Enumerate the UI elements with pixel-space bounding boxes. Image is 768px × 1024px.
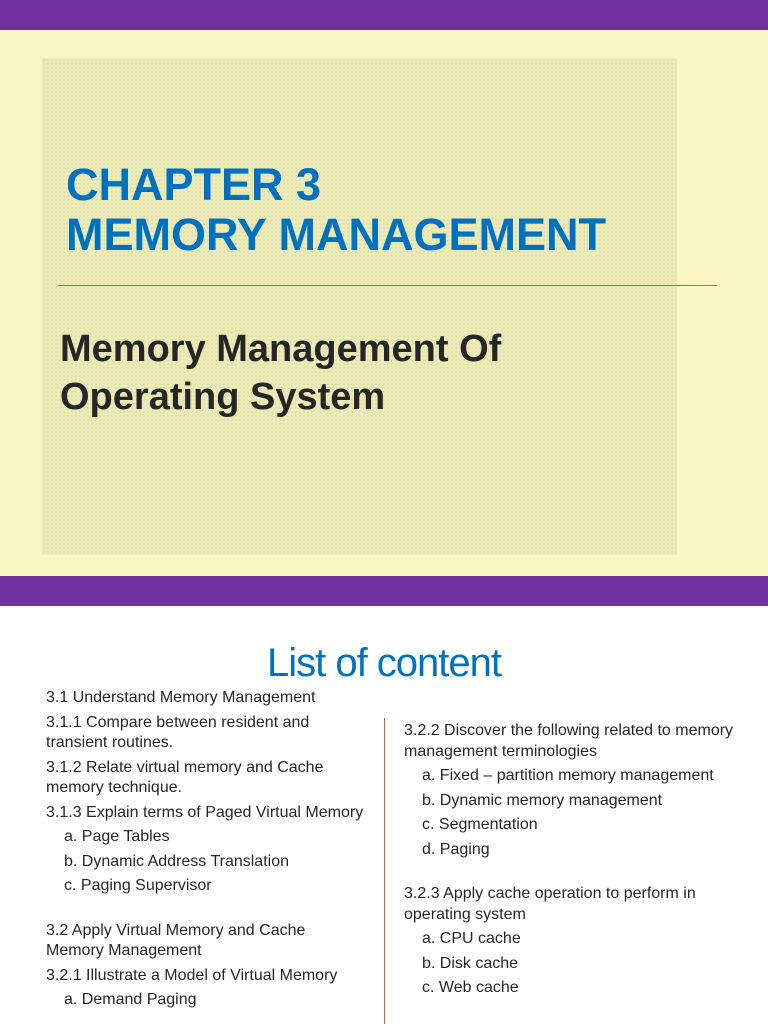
list-subitem: b. Dynamic memory management	[422, 791, 663, 809]
top-accent-bar	[0, 0, 768, 30]
chapter-number: CHAPTER 3	[66, 159, 322, 210]
contents-slide	[0, 606, 768, 1024]
contents-heading: List of content	[266, 641, 502, 685]
list-item: 3.1 Understand Memory Management	[46, 689, 316, 706]
list-subitem: d. Paging	[422, 840, 490, 858]
subtitle-line-1: Memory Management Of	[60, 328, 502, 370]
list-item: 3.2.1 Illustrate a Model of Virtual Memory	[46, 966, 338, 984]
list-item: 3.2.2 Discover the following related to memory management terminologies	[404, 722, 734, 760]
title-panel	[42, 58, 677, 555]
list-subitem: c. Web cache	[422, 979, 519, 996]
list-subitem: a. CPU cache	[422, 930, 521, 947]
list-item: 3.1.3 Explain terms of Paged Virtual Memory	[46, 803, 364, 821]
subtitle-line-2: Operating System	[60, 376, 386, 418]
chapter-name: MEMORY MANAGEMENT	[66, 209, 606, 260]
list-subitem: b. Disk cache	[422, 954, 519, 972]
chapter-title	[66, 160, 706, 260]
list-item: 3.2.3 Apply cache operation to perform in operating system	[404, 885, 696, 923]
column-divider	[384, 718, 385, 1024]
list-subitem: a. Fixed – partition memory management	[422, 767, 714, 784]
list-subitem: c. Segmentation	[422, 816, 538, 833]
contents-right-column	[404, 721, 734, 1003]
list-subitem: a. Demand Paging	[64, 991, 197, 1008]
slide-subtitle	[60, 325, 680, 421]
list-subitem: a. Page Tables	[64, 828, 170, 845]
list-subitem: b. Dynamic Address Translation	[64, 852, 289, 870]
list-item: 3.2 Apply Virtual Memory and Cache Memory Management	[46, 921, 306, 959]
list-item: 3.1.1 Compare between resident and transient routines.	[46, 713, 310, 751]
list-item: 3.1.2 Relate virtual memory and Cache memory technique.	[46, 758, 324, 796]
list-subitem: c. Paging Supervisor	[64, 877, 212, 894]
bottom-accent-bar	[0, 576, 768, 606]
title-divider	[58, 285, 717, 286]
contents-left-column	[46, 688, 366, 1015]
